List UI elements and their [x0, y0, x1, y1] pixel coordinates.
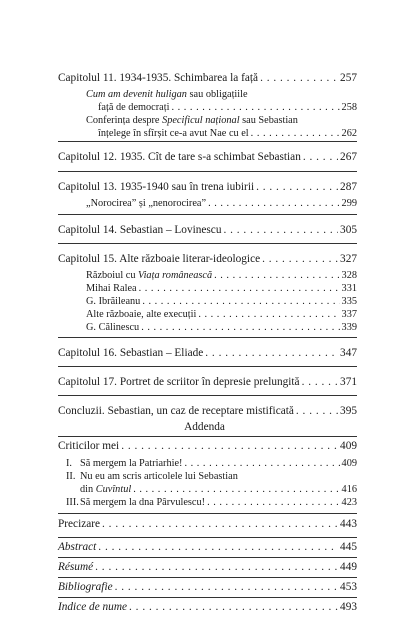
page-number: 257 [340, 72, 357, 84]
page-number: 445 [340, 541, 357, 553]
entry-label: Capitolul 16. Sebastian – Eliade [58, 347, 204, 359]
toc-entry [58, 151, 357, 163]
dot-leader [223, 224, 338, 236]
page-number: 409 [340, 440, 357, 452]
toc-subentry [86, 89, 248, 100]
dot-leader [303, 151, 338, 163]
toc-entry [58, 181, 357, 193]
toc-entry [58, 253, 357, 265]
page-number: 347 [340, 347, 357, 359]
dot-leader [171, 102, 339, 113]
entry-title-italic: Specificul național [162, 115, 240, 126]
entry-title: Nu eu am scris articolele lui Sebastian [80, 471, 238, 482]
entry-title-plain: Războiul cu [86, 270, 139, 281]
page-number: 443 [340, 518, 357, 530]
divider [58, 171, 357, 172]
dot-leader [141, 322, 339, 333]
entry-title: Să mergem la dna Pârvulescu! [80, 497, 206, 508]
entry-number: I. [66, 458, 73, 469]
page-number: 258 [341, 102, 357, 113]
entry-label: G. Călinescu [86, 322, 140, 333]
page-number: 267 [340, 151, 357, 163]
dot-leader [260, 72, 338, 84]
page-number: 395 [340, 405, 357, 417]
page-number: 339 [341, 322, 357, 333]
entry-label: Capitolul 17. Portret de scriitor în depresie prelungită [58, 376, 300, 388]
page-number: 327 [340, 253, 357, 265]
entry-label: Capitolul 15. Alte războaie literar-ideologice [58, 253, 261, 265]
entry-title-plain: Conferința despre [86, 115, 163, 126]
dot-leader [214, 270, 339, 281]
entry-label: Criticilor mei [58, 440, 120, 452]
page-number: 453 [340, 581, 357, 593]
dot-leader [256, 181, 338, 193]
entry-title-plain: sau obligațiile [186, 89, 248, 100]
page-number: 305 [340, 224, 357, 236]
entry-label: Capitolul 12. 1935. Cît de tare s-a schimbat Sebastian [58, 151, 301, 163]
page-number: 409 [341, 458, 357, 469]
entry-label: Capitolul 11. 1934-1935. Schimbarea la față [58, 72, 259, 84]
dot-leader [262, 253, 338, 265]
toc-subentry [86, 198, 357, 209]
page-number: 416 [341, 484, 357, 495]
entry-label: față de democrați [98, 102, 170, 113]
dot-leader [205, 347, 338, 359]
toc-subentry [86, 322, 357, 333]
divider [58, 395, 357, 396]
page-number: 335 [341, 296, 357, 307]
dot-leader [142, 296, 339, 307]
entry-label: Alte războaie, alte execuții [86, 309, 197, 320]
entry-label: Abstract [58, 541, 97, 553]
dot-leader [198, 309, 339, 320]
entry-label: G. Ibrăileanu [86, 296, 141, 307]
entry-number: III. [66, 497, 79, 508]
entry-label: Concluzii. Sebastian, un caz de receptare mistificată [58, 405, 294, 417]
toc-entry [58, 347, 357, 359]
divider [58, 243, 357, 244]
page-number: 331 [341, 283, 357, 294]
divider [58, 337, 357, 338]
page-number: 423 [341, 497, 357, 508]
entry-label: Résumé [58, 561, 94, 573]
toc-subentry-cont [98, 102, 357, 113]
entry-number: II. [66, 471, 76, 482]
divider [58, 214, 357, 215]
toc-subentry [86, 309, 357, 320]
toc-subentry [86, 270, 357, 281]
dot-leader [251, 128, 340, 139]
entry-label: Mihai Ralea [86, 283, 137, 294]
dot-leader [208, 198, 339, 209]
entry-label: Indice de nume [58, 601, 128, 613]
page-number: 262 [341, 128, 357, 139]
entry-label: Bibliografie [58, 581, 113, 593]
toc-entry [58, 72, 357, 84]
dot-leader [139, 283, 340, 294]
page-number: 371 [340, 376, 357, 388]
page-number: 328 [341, 270, 357, 281]
entry-label: înțelege în sfîrșit ce-a avut Nae cu el [98, 128, 249, 139]
page-number: 287 [340, 181, 357, 193]
page-number: 493 [340, 601, 357, 613]
section-heading: Addenda [184, 421, 225, 433]
entry-label: Capitolul 13. 1935-1940 sau în trena iubirii [58, 181, 255, 193]
entry-label [86, 270, 212, 281]
page-number: 337 [341, 309, 357, 320]
entry-title-plain: din [80, 484, 96, 495]
toc-subentry [86, 283, 357, 294]
toc-subentry-cont [98, 128, 357, 139]
entry-title: Să mergem la Patriarhie! [80, 458, 183, 469]
entry-label: Capitolul 14. Sebastian – Lovinescu [58, 224, 222, 236]
page-number: 299 [341, 198, 357, 209]
toc-subentry [86, 115, 298, 126]
divider [58, 141, 357, 142]
divider [58, 366, 357, 367]
entry-title-plain: sau Sebastian [239, 115, 298, 126]
toc-entry [58, 224, 357, 236]
entry-label: Precizare [58, 518, 101, 530]
entry-title-italic: Viața românească [138, 270, 213, 281]
toc-subentry [86, 296, 357, 307]
page-number: 449 [340, 561, 357, 573]
entry-label: „Norocirea” și „nenorocirea” [86, 198, 207, 209]
entry-title-italic: Cum am devenit huligan [86, 89, 187, 100]
entry-title-italic: Cuvîntul [95, 484, 132, 495]
